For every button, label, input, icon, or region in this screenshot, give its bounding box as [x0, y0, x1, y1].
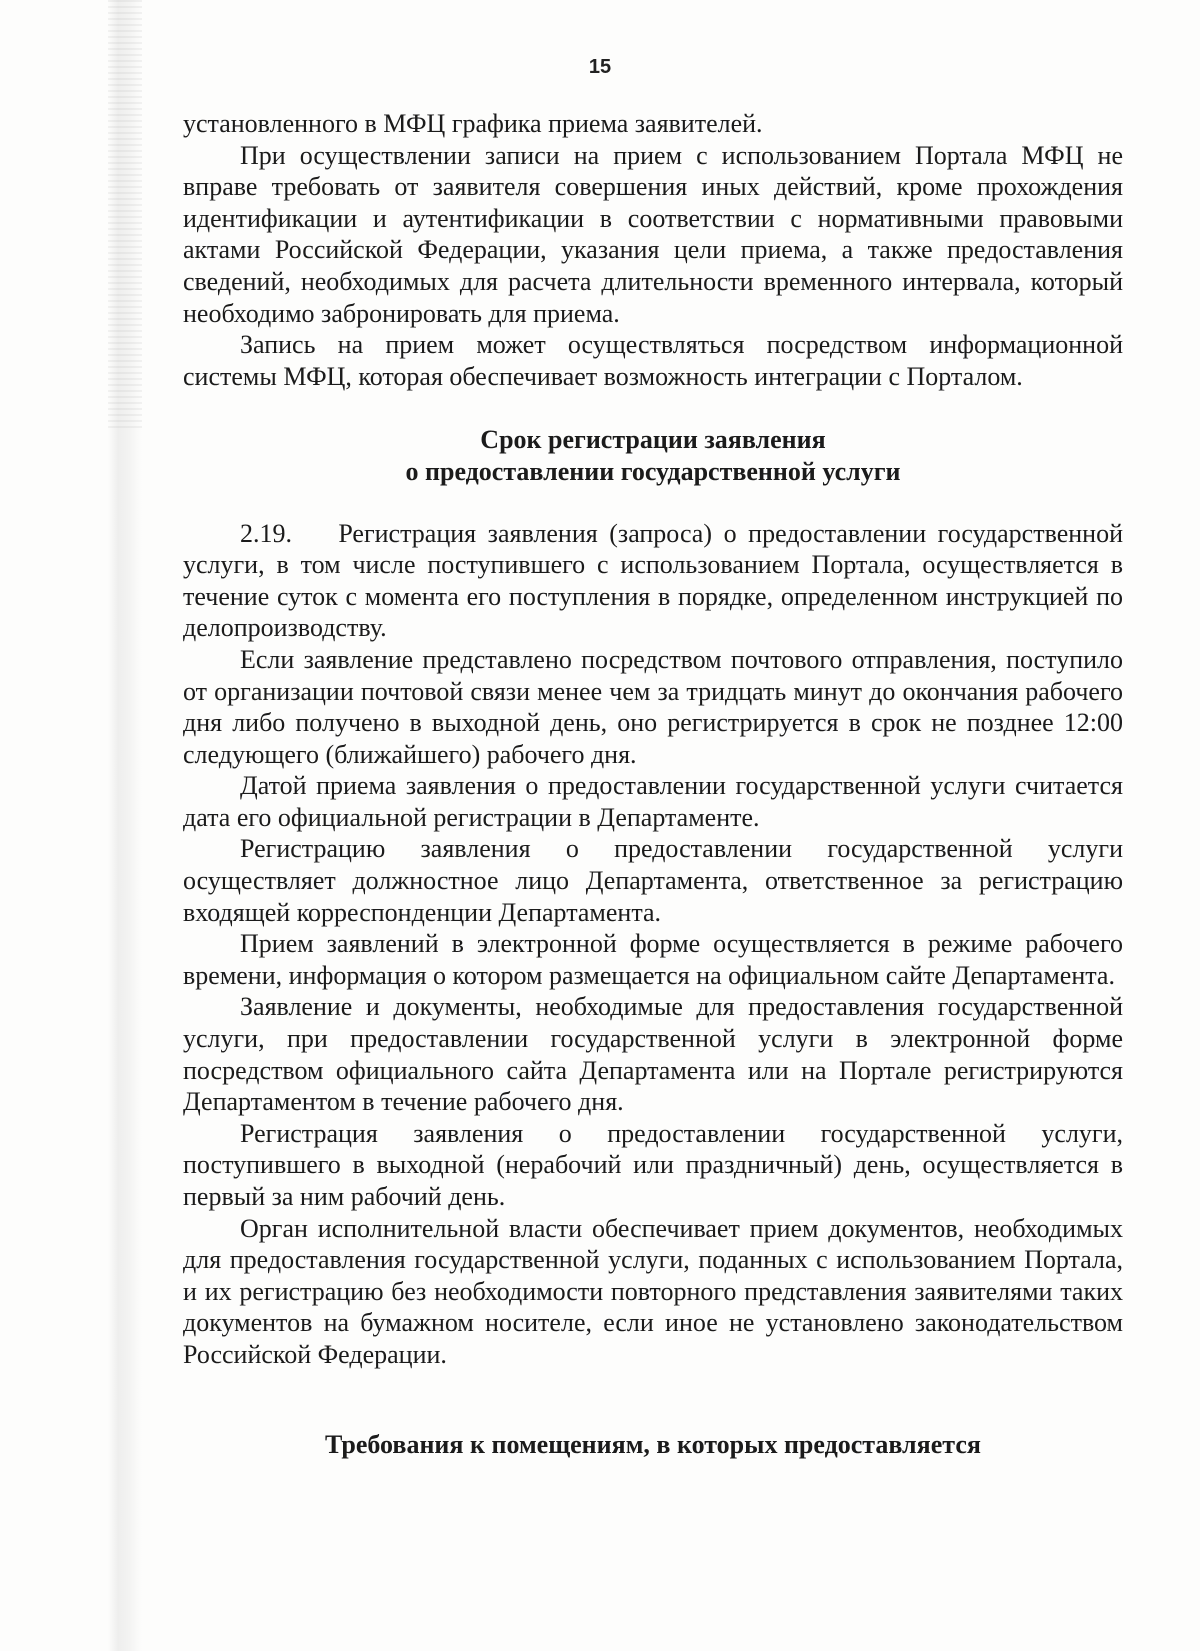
paragraph: Датой приема заявления о предоставлении государственной услуги считается дата его официальной регистрации в Департаменте.	[183, 771, 1123, 832]
paragraph: Регистрацию заявления о предоставлении государственной услуги осуществляет должностное лицо Департамента, ответственное за регистрацию входящей корреспонденции Департамента.	[183, 834, 1123, 927]
section-heading-line: Срок регистрации заявления	[480, 425, 826, 455]
paragraph: установленного в МФЦ графика приема заявителей.	[183, 109, 763, 138]
paragraph: 2.19. Регистрация заявления (запроса) о предоставлении государственной услуги, в том числе поступившего с использованием Портала, осуществляется в течение суток с момента его поступления в порядке, определенном инструкцией по делопроизводству.	[183, 518, 1123, 643]
section-heading	[183, 424, 1123, 487]
page-number: 15	[588, 56, 612, 78]
paragraph: При осуществлении записи на прием с использованием Портала МФЦ не вправе требовать от заявителя совершения иных действий, кроме прохождения идентификации и аутентификации в соответствии с нормативными правовыми актами Российской Федерации, указания цели приема, а также предоставления сведений, необходимых для расчета длительности временного интервала, который необходимо забронировать для приема.	[183, 140, 1123, 328]
paragraph: Заявление и документы, необходимые для предоставления государственной услуги, при предоставлении государственной услуги в электронной форме посредством официального сайта Департамента или на Портале регистрируются Департаментом в течение рабочего дня.	[183, 992, 1123, 1117]
section-heading-line: о предоставлении государственной услуги	[405, 456, 901, 486]
document-body	[183, 108, 1123, 1460]
paragraph: Запись на прием может осуществляться посредством информационной системы МФЦ, которая обеспечивает возможность интеграции с Порталом.	[183, 330, 1123, 391]
next-section-heading: Требования к помещениям, в которых предоставляется	[325, 1429, 981, 1459]
paragraph: Орган исполнительной власти обеспечивает прием документов, необходимых для предоставления государственной услуги, поданных с использованием Портала, и их регистрацию без необходимости повторного представления заявителями таких документов на бумажном носителе, если иное не установлено законодательством Российской Федерации.	[183, 1213, 1123, 1369]
paragraph: Прием заявлений в электронной форме осуществляется в режиме рабочего времени, информация о котором размещается на официальном сайте Департамента.	[183, 929, 1123, 990]
paragraph: Если заявление представлено посредством почтового отправления, поступило от организации почтовой связи менее чем за тридцать минут до окончания рабочего дня либо получено в выходной день, оно регистрируется в срок не позднее 12:00 следующего (ближайшего) рабочего дня.	[183, 644, 1123, 769]
paragraph: Регистрация заявления о предоставлении государственной услуги, поступившего в выходной (нерабочий или праздничный) день, осуществляется в первый за ним рабочий день.	[183, 1118, 1123, 1211]
